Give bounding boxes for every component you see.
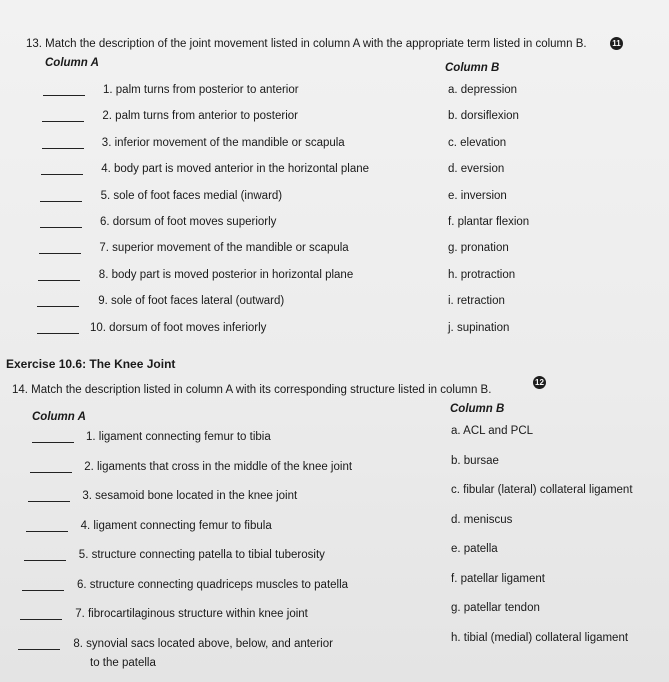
q13-prompt: 13. Match the description of the joint movement listed in column A with the appropriate term listed in column B.: [26, 38, 587, 50]
q13-answer-blank[interactable]: [43, 95, 85, 96]
q13-answer-blank[interactable]: [37, 333, 79, 334]
q14-column-a-item: 2. ligaments that cross in the middle of the knee joint: [84, 460, 353, 473]
q13-column-a-item: 2. palm turns from anterior to posterior: [102, 110, 298, 123]
q14-badge: 12: [533, 376, 546, 389]
q13-column-b-item: h. protraction: [448, 268, 516, 281]
q13-column-b-item: b. dorsiflexion: [448, 110, 519, 123]
q13-answer-blank[interactable]: [42, 148, 84, 149]
q13-column-b-item: i. retraction: [448, 295, 505, 308]
q13-badge: 11: [610, 37, 623, 50]
q14-column-b-item: b. bursae: [451, 454, 499, 467]
q14-column-b-item: h. tibial (medial) collateral ligament: [451, 631, 629, 644]
q13-column-a-item: 10. dorsum of foot moves inferiorly: [90, 321, 267, 334]
q14-column-a-item: 3. sesamoid bone located in the knee joint: [82, 490, 298, 502]
q14-answer-blank[interactable]: [30, 472, 72, 473]
q13-column-b-item: g. pronation: [448, 242, 509, 255]
q13-column-a-item: 3. inferior movement of the mandible or scapula: [101, 136, 345, 149]
q14-prompt: 14. Match the description listed in column A with its corresponding structure listed in column B.: [12, 384, 492, 396]
q14-column-a-item: 1. ligament connecting femur to tibia: [86, 431, 271, 443]
q13-column-b-item: j. supination: [448, 321, 510, 334]
q14-column-a-item: 7. fibrocartilaginous structure within knee joint: [75, 608, 308, 620]
q13-column-a-item: 8. body part is moved posterior in horizontal plane: [98, 268, 354, 281]
q14-answer-blank[interactable]: [28, 501, 70, 502]
q13-column-a-item: 5. sole of foot faces medial (inward): [100, 189, 283, 202]
q13-column-b-item: d. eversion: [448, 163, 505, 176]
q14-column-b-item: d. meniscus: [451, 513, 513, 526]
q14-column-a-item: 5. structure connecting patella to tibial tuberosity: [78, 549, 325, 561]
q14-answer-blank[interactable]: [32, 442, 74, 443]
q13-column-a-item: 9. sole of foot faces lateral (outward): [98, 295, 285, 308]
q14-column-a-item: 8. synovial sacs located above, below, and anterior: [73, 637, 333, 650]
q14-column-b-item: c. fibular (lateral) collateral ligament: [451, 484, 633, 496]
q14-column-a-item: 4. ligament connecting femur to fibula: [80, 519, 272, 532]
q14-answer-blank[interactable]: [24, 560, 66, 561]
q14-answer-blank[interactable]: [26, 531, 68, 532]
q14-item8-continuation: to the patella: [90, 657, 156, 669]
q14-answer-blank[interactable]: [18, 649, 60, 650]
q13-answer-blank[interactable]: [38, 280, 80, 281]
q14-column-b-item: g. patellar tendon: [451, 602, 540, 614]
q13-answer-blank[interactable]: [40, 201, 82, 202]
q13-answer-blank[interactable]: [41, 174, 83, 175]
exercise-title: Exercise 10.6: The Knee Joint: [6, 357, 176, 371]
q14-answer-blank[interactable]: [20, 619, 62, 620]
q13-answer-blank[interactable]: [42, 121, 84, 122]
q13-column-b-item: e. inversion: [448, 189, 507, 202]
q14-answer-blank[interactable]: [22, 590, 64, 591]
q13-column-a-item: 7. superior movement of the mandible or scapula: [99, 242, 349, 255]
q13-answer-blank[interactable]: [37, 306, 79, 307]
q14-column-b-header: Column B: [450, 403, 505, 415]
q14-column-b-item: e. patella: [451, 543, 498, 555]
q13-column-a-item: 1. palm turns from posterior to anterior: [103, 84, 299, 96]
q13-column-b-item: c. elevation: [448, 136, 507, 149]
q13-column-a-item: 6. dorsum of foot moves superiorly: [100, 216, 277, 228]
q13-column-a-header: Column A: [45, 57, 99, 69]
q13-answer-blank[interactable]: [39, 253, 81, 254]
q14-column-b-item: a. ACL and PCL: [451, 425, 534, 437]
q13-column-b-item: f. plantar flexion: [448, 216, 530, 228]
q13-column-b-item: a. depression: [448, 84, 518, 96]
q13-column-a-item: 4. body part is moved anterior in the horizontal plane: [101, 163, 370, 176]
q14-column-b-item: f. patellar ligament: [451, 572, 545, 585]
q14-column-a-header: Column A: [32, 411, 86, 423]
q13-answer-blank[interactable]: [40, 227, 82, 228]
q14-column-a-item: 6. structure connecting quadriceps muscles to patella: [77, 578, 349, 591]
q13-column-b-header: Column B: [445, 62, 500, 74]
